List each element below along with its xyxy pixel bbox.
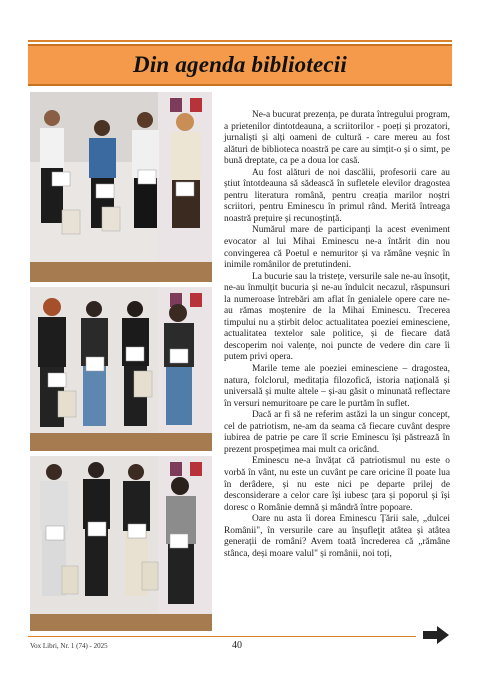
article-body [224,110,450,560]
paragraph: Numărul mare de participanți la acest eveniment evocator al lui Mihai Eminescu ne-a întărit din nou convingerea că Poetul e nemuritor și va rămâne veșnic în inimile românilor de pretutindeni. [224,225,450,271]
footer-rule [28,636,416,637]
paragraph: Au fost alături de noi dascălii, profesorii care au știut întotdeauna să sădească în sufletele elevilor dragostea pentru literatura română, pentru creația marilor noștri scriitori, pentru Eminescu în primul rând. Merită întreaga noastră prețuire și recunoștință. [224,167,450,224]
paragraph: Marile teme ale poeziei eminesciene – dragostea, natura, folclorul, meditația filozofică, istoria națională și universală și multe altele – și-au găsit o minunată reflectare în versuri nemuritoare pe care le purtăm în suflet. [224,364,450,409]
arrow-right-icon[interactable] [422,625,450,645]
paragraph: La bucurie sau la tristețe, versurile sale ne-au însoțit, ne-au înmulțit bucuria și ne-au îndulcit necazul, răspunsuri la numeroase întrebări am aflat în genialele opere care ne-au rămas moștenire de la Mihai Eminescu. Trecerea timpului nu a știrbit deloc actualitatea poeziei eminesciene, actualitatea textelor sale politice, și de fiecare dată descoperim noi valențe, noi puncte de vedere din care îi putem privi opera. [224,271,450,363]
top-rule [28,40,452,42]
paragraph: Eminescu ne-a învățat că patriotismul nu este o vorbă în vânt, nu este un cuvânt pe care oricine îl poate lua în derâdere, și nu este nici pe departe prilej de desconsiderare a celor care își iubesc țara și poporul și își doresc o Românie demnă și mândră între popoare. [224,456,450,513]
paragraph: Ne-a bucurat prezența, pe durata întregului program, a prietenilor dintotdeauna, a scriitorilor - poeți și prozatori, jurnaliști și alți oameni de cultură - care mereu au fost alături de biblioteca noastră pe care au simțit-o și o simt, pe bună dreptate, ca pe a doua lor casă. [224,110,450,167]
section-title: Din agenda bibliotecii [133,52,347,77]
paragraph: Oare nu asta îi dorea Eminescu Țării sale, „dulcei Românii", în versurile care au înșufleţit atâtea și atâtea generații de români? Avem toată încrederea că „rămâne stânca, deși moare valul" și românii, noi toți, [224,514,450,559]
page-number: 40 [232,640,242,651]
paragraph: Dacă ar fi să ne referim astăzi la un singur concept, cel de patriotism, ne-am da seama că fiecare cuvânt despre iubirea de patrie pe care îl scrie Eminescu își păstrează în prezent prospețimea mai mult ca oricând. [224,410,450,455]
publication-info: Vox Libri, Nr. 1 (74) - 2025 [30,642,108,650]
event-photo-2 [30,287,212,451]
section-banner [28,44,452,86]
event-photo-1 [30,92,212,282]
event-photo-3 [30,456,212,631]
